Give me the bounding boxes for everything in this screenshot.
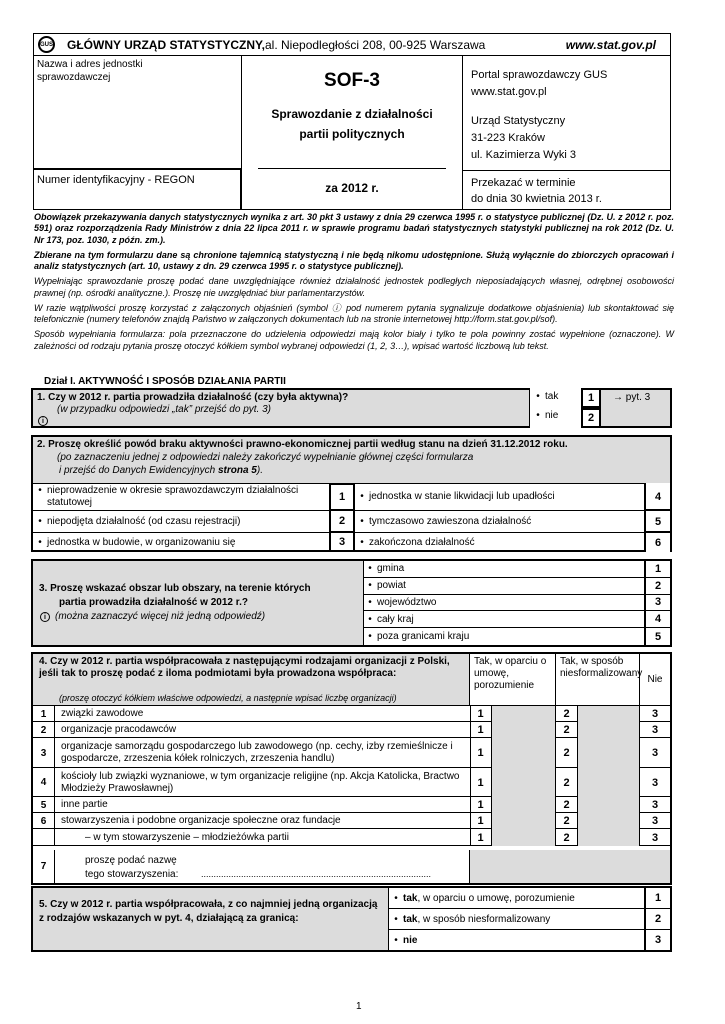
q3-answer-3[interactable]: 3: [646, 595, 670, 612]
info-icon: i: [38, 416, 48, 426]
regon-label: Numer identyfikacyjny - REGON: [37, 174, 195, 186]
year-label: za 2012 r.: [325, 181, 379, 195]
q2-text: 2. Proszę określić powód braku aktywności prawno-ekonomicznej partii według stanu na dzień 31.12.2012 roku.: [37, 439, 568, 450]
q4-note: (proszę otoczyć kółkiem właściwe odpowiedzi, a następnie wpisać liczbę organizacji): [59, 693, 397, 703]
q4-answer-agreement[interactable]: 1: [470, 706, 492, 722]
deadline-info: Przekazać w terminie do dnia 30 kwietnia 2013 r.: [471, 177, 602, 205]
q4-answer-informal[interactable]: 2: [556, 706, 578, 722]
q4-row: [33, 797, 670, 813]
q1-option-no: • nie: [531, 410, 558, 421]
q4-answer-informal[interactable]: 2: [556, 829, 578, 846]
q5-answer-1[interactable]: 1: [646, 888, 670, 909]
q3-text-2: partia prowadziła działalność w 2012 r.?: [59, 597, 248, 608]
q4-answer-agreement[interactable]: 1: [470, 768, 492, 797]
portal-info: Portal sprawozdawczy GUS www.stat.gov.pl: [471, 69, 608, 98]
q4-row-number: 5: [33, 797, 55, 813]
intro-legal: Obowiązek przekazywania danych statystycznych wynika z art. 30 pkt 3 ustawy z dnia 29 czerwca 1995 r. o statystyce publicznej (Dz. U. z 2012 r. poz. 591) oraz rozporządzenia Rady Ministrów z dnia 22 lipca 2011 r. w sprawie programu badań statystycznych statystyki publicznej na rok 2012 (Dz. U. Nr 173, poz. 1030, z późn. zm.).: [34, 212, 674, 245]
q4-row-label: organizacje samorządu gospodarczego lub zawodowego (np. cechy, izby rzemieślnicze i gospodarcze, zrzeszenia kółek rolniczych, zrzeszenia handlu): [61, 741, 453, 764]
form-title: Sprawozdanie z działalności partii politycznych: [271, 107, 433, 141]
question-2: [31, 435, 672, 552]
q4-count-informal[interactable]: [578, 738, 640, 768]
q3-option-4: • cały kraj: [363, 611, 650, 628]
q1-answer-2[interactable]: 2: [581, 408, 601, 428]
q4-text: 4. Czy w 2012 r. partia współpracowała z następującymi rodzajami organizacji z Polski, jeśli tak to proszę podać z iloma podmiotami była prowadzona współpraca:: [39, 656, 450, 679]
q5-option-1: • tak , w oparciu o umowę, porozumienie: [389, 888, 670, 909]
q4-answer-informal[interactable]: 2: [556, 722, 578, 738]
q3-answer-2[interactable]: 2: [646, 578, 670, 595]
gus-logo-icon: GUS: [38, 36, 55, 53]
respondent-field[interactable]: [34, 56, 242, 170]
q4-answer-no[interactable]: 3: [651, 831, 659, 844]
q3-answer-5[interactable]: 5: [646, 628, 670, 645]
q4-row-number: 1: [33, 706, 55, 722]
q2-option-3: • jednostka w budowie, w organizowaniu się: [33, 533, 349, 552]
q2-note-1: (po zaznaczeniu jednej z odpowiedzi należy zakończyć wypełnianie głównej części formularza: [57, 452, 474, 463]
q4-answer-no[interactable]: 3: [651, 799, 659, 811]
q2-note-2: i przejść do Danych Ewidencyjnych strona 5).: [59, 465, 263, 476]
q5-answer-3[interactable]: 3: [646, 930, 670, 950]
q1-text: 1. Czy w 2012 r. partia prowadziła działalność (czy była aktywna)?: [37, 392, 349, 403]
q3-option-1: • gmina: [363, 561, 650, 578]
q3-text-1: 3. Proszę wskazać obszar lub obszary, na terenie których: [39, 583, 311, 594]
q2-answer-6[interactable]: 6: [644, 531, 670, 552]
q4-count-agreement[interactable]: [492, 738, 556, 768]
q4-row-7-label: proszę podać nazwę tego stowarzyszenia:: [85, 855, 179, 880]
q4-count-informal[interactable]: [578, 797, 640, 813]
question-4: [31, 652, 672, 885]
info-icon: i: [40, 612, 50, 622]
regon-field[interactable]: [34, 170, 242, 210]
q2-option-1: • nieprowadzenie w okresie sprawozdawczym działalności statutowej: [33, 483, 349, 511]
q4-row-7-number: 7: [33, 850, 55, 883]
title-divider: [258, 168, 446, 169]
q4-count-agreement[interactable]: [492, 722, 556, 738]
q2-answer-5[interactable]: 5: [644, 509, 670, 533]
q1-option-yes: • tak: [531, 391, 558, 402]
q4-count-informal[interactable]: [578, 706, 640, 722]
q4-answer-agreement[interactable]: 1: [470, 829, 492, 846]
intro-text: [34, 212, 674, 352]
q4-answer-informal[interactable]: 2: [556, 813, 578, 829]
respondent-label: Nazwa i adres jednostki sprawozdawczej: [37, 59, 143, 83]
q4-row: [33, 768, 670, 797]
q4-row: [33, 706, 670, 722]
section-1-title: Dział I. AKTYWNOŚĆ I SPOSÓB DZIAŁANIA PARTII: [44, 376, 286, 387]
q3-option-2: • powiat: [363, 578, 650, 595]
q4-count-agreement[interactable]: [492, 768, 556, 797]
q4-answer-informal[interactable]: 2: [556, 738, 578, 768]
q4-answer-agreement[interactable]: 1: [470, 813, 492, 829]
q4-answer-no[interactable]: 3: [651, 747, 659, 759]
q4-answer-agreement[interactable]: 1: [470, 738, 492, 768]
q4-row-number: 4: [33, 768, 55, 797]
header-top-line: [34, 34, 670, 56]
q4-row-label: organizacje pracodawców: [61, 724, 177, 735]
q3-note: (można zaznaczyć więcej niż jedną odpowiedź): [55, 611, 266, 622]
form-header: [33, 33, 671, 210]
q1-answer-1[interactable]: 1: [581, 388, 601, 408]
q5-option-2: • tak , w sposób niesformalizowany: [389, 909, 670, 930]
form-code: SOF-3: [324, 70, 380, 91]
q4-answer-informal[interactable]: 2: [556, 768, 578, 797]
q2-option-4: • jednostka w stanie likwidacji lub upadłości: [355, 483, 651, 511]
question-5: [31, 886, 672, 952]
q5-answer-2[interactable]: 2: [646, 909, 670, 930]
q4-row-label: stowarzyszenia i podobne organizacje społeczne oraz fundacje: [61, 815, 341, 826]
q4-count-informal[interactable]: [578, 768, 640, 797]
q2-answer-1[interactable]: 1: [329, 483, 355, 511]
q4-count-agreement[interactable]: [492, 797, 556, 813]
intro-confidentiality: Zbierane na tym formularzu dane są chronione tajemnicą statystyczną i nie będą nikomu udostępnione. Służą wyłącznie do zbiorczych opracowań i analiz statystycznych (art. 10, ustawy z dn. 29 czerwca 1995 r. o statystyce publicznej).: [34, 249, 674, 271]
question-1: [31, 388, 672, 428]
q5-option-3: • nie: [389, 930, 670, 950]
q1-note: (w przypadku odpowiedzi „tak” przejść do pyt. 3): [57, 404, 271, 415]
q4-count-informal[interactable]: [578, 829, 640, 846]
q2-option-5: • tymczasowo zawieszona działalność: [355, 511, 651, 533]
office-name: GŁÓWNY URZĄD STATYSTYCZNY,: [67, 37, 265, 52]
page-number: 1: [356, 1001, 362, 1012]
q4-row-number: [33, 829, 55, 846]
q2-option-2: • niepodjęta działalność (od czasu rejestracji): [33, 511, 349, 533]
q1-jump: → pyt. 3: [613, 392, 651, 403]
q2-answer-3[interactable]: 3: [329, 531, 355, 552]
q4-row-number: 2: [33, 722, 55, 738]
q4-col-agreement: Tak, w oparciu o umowę, porozumienie: [470, 654, 556, 706]
q4-row: [33, 829, 670, 846]
q4-col-informal: Tak, w sposób niesformalizowany: [556, 654, 640, 706]
question-3: [31, 559, 672, 647]
q4-count-informal[interactable]: [578, 722, 640, 738]
q4-answer-no[interactable]: 3: [651, 776, 659, 789]
q4-answer-no[interactable]: 3: [651, 724, 659, 736]
q4-answer-no[interactable]: 3: [651, 708, 659, 720]
q4-row: [33, 738, 670, 768]
q4-row-label: inne partie: [61, 799, 108, 810]
intro-instructions: Sposób wypełniania formularza: pola przeznaczone do udzielenia odpowiedzi mają kolor biały i tylko te pola powinny zostać wypełnione (oznaczone). W zależności od rodzaju pytania proszę otoczyć kółkiem symbol wybranej odpowiedzi (1, 2, 3…), wpisać wartość liczbową lub tekst.: [34, 329, 674, 351]
q4-row: [33, 722, 670, 738]
q3-answer-1[interactable]: 1: [646, 561, 670, 578]
q4-count-informal[interactable]: [578, 813, 640, 829]
q5-text: 5. Czy w 2012 r. partia współpracowała, z co najmniej jedną organizacją z rodzajów wskazanych w pyt. 4, działającą za granicą:: [39, 899, 378, 924]
q4-row-label: – w tym stowarzyszenie – młodzieżówka partii: [85, 831, 289, 843]
q4-count-agreement[interactable]: [492, 813, 556, 829]
q4-row-number: 6: [33, 813, 55, 829]
q3-option-5: • poza granicami kraju: [363, 628, 650, 645]
q4-row-number: 3: [33, 738, 55, 768]
q4-row: [33, 813, 670, 829]
q2-answer-4[interactable]: 4: [644, 483, 670, 511]
q4-row-label: kościoły lub związki wyznaniowe, w tym organizacje religijne (np. Akcja Katolicka, Bractwo Młodzieży Prawosławnej): [61, 770, 460, 794]
q4-count-agreement[interactable]: [492, 706, 556, 722]
website: www.stat.gov.pl: [565, 37, 656, 52]
q2-option-6: • zakończona działalność: [355, 533, 651, 552]
q4-answer-agreement[interactable]: 1: [470, 722, 492, 738]
q3-answer-4[interactable]: 4: [646, 611, 670, 628]
q2-answer-2[interactable]: 2: [329, 509, 355, 533]
intro-scope: Wypełniając sprawozdanie proszę podać dane uwzględniające również działalność jednostek podległych nieposiadających własnej, odrębnej osobowości prawnej (np. ośrodki analityczne.). Proszę nie uwzględniać biur parlamentarzystów.: [34, 276, 674, 298]
association-name-field[interactable]: ............................................................................................: [201, 869, 432, 879]
office-info: Urząd Statystyczny 31-223 Kraków ul. Kazimierza Wyki 3: [471, 115, 577, 161]
q4-row-label: związki zawodowe: [61, 708, 144, 719]
q4-answer-agreement[interactable]: 1: [470, 797, 492, 813]
q4-answer-informal[interactable]: 2: [556, 797, 578, 813]
intro-help: W razie wątpliwości proszę korzystać z załączonych objaśnień (symbol ⓘ pod numerem pytania sygnalizuje dodatkowe objaśnienia) lub skontaktować się telefonicznie (numery telefonów znajdą Państwo w załączonych dokumentach lub na stronie internetowej http://form.stat.gov.pl/sof).: [34, 302, 674, 324]
office-address: al. Niepodległości 208, 00-925 Warszawa: [265, 37, 486, 52]
q4-count-agreement[interactable]: [492, 829, 556, 846]
right-header-box: [462, 56, 670, 210]
q3-option-3: • województwo: [363, 595, 650, 612]
q4-answer-no[interactable]: 3: [651, 815, 659, 827]
q4-col-no: Nie: [640, 654, 670, 706]
